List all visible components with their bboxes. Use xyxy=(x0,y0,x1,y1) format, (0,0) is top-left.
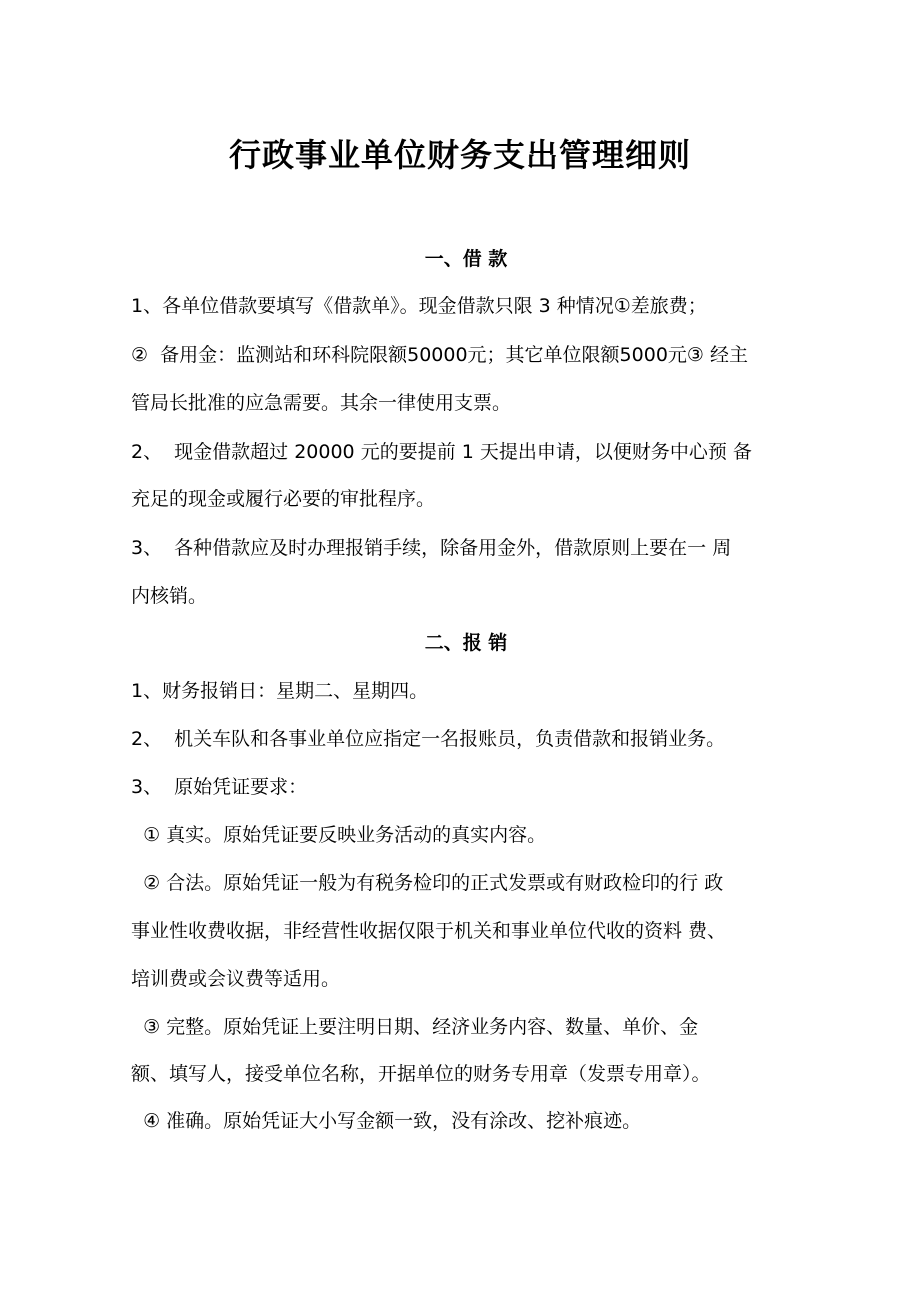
paragraph-line: 额、填写人，接受单位名称，开据单位的财务专用章（发票专用章）。 xyxy=(131,1063,711,1085)
paragraph-line: 内核销。 xyxy=(131,585,208,607)
paragraph-line: ② 合法。原始凭证一般为有税务检印的正式发票或有财政检印的行 政 xyxy=(131,872,724,894)
paragraph-line: 事业性收费收据，非经营性收据仅限于机关和事业单位代收的资料 费、 xyxy=(131,920,727,942)
paragraph-line: 1、各单位借款要填写《借款单》。现金借款只限 3 种情况①差旅费； xyxy=(131,295,707,317)
paragraph-line: 1、财务报销日：星期二、星期四。 xyxy=(131,680,429,702)
paragraph-line: 充足的现金或履行必要的审批程序。 xyxy=(131,488,436,510)
paragraph-line: 3、 原始凭证要求： xyxy=(131,776,308,798)
paragraph-line: 培训费或会议费等适用。 xyxy=(131,968,341,990)
paragraph-line: 3、 各种借款应及时办理报销手续，除备用金外，借款原则上要在一 周 xyxy=(131,537,732,559)
section-heading-loans: 一、借 款 xyxy=(424,248,508,270)
paragraph-line: 2、 现金借款超过 20000 元的要提前 1 天提出申请，以便财务中心预 备 xyxy=(131,441,752,463)
paragraph-line: ③ 完整。原始凭证上要注明日期、经济业务内容、数量、单价、金 xyxy=(131,1016,699,1038)
section-heading-reimbursement: 二、报 销 xyxy=(424,632,508,654)
paragraph-line: ④ 准确。原始凭证大小写金额一致，没有涂改、挖补痕迹。 xyxy=(131,1110,642,1132)
paragraph-line: ① 真实。原始凭证要反映业务活动的真实内容。 xyxy=(131,824,547,846)
paragraph-line: ② 备用金：监测站和环科院限额50000元；其它单位限额5000元③ 经主 xyxy=(131,344,748,366)
paragraph-line: 管局长批准的应急需要。其余一律使用支票。 xyxy=(131,392,512,414)
document-title: 行政事业单位财务支出管理细则 xyxy=(228,136,691,174)
paragraph-line: 2、 机关车队和各事业单位应指定一名报账员，负责借款和报销业务。 xyxy=(131,728,726,750)
